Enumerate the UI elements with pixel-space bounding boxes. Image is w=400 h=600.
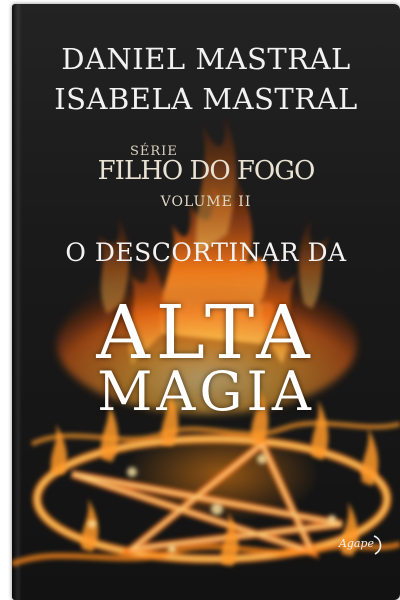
- publisher-swoosh-icon: [372, 534, 384, 556]
- book-cover: [12, 4, 400, 600]
- author-name-2: ISABELA MASTRAL: [54, 82, 358, 116]
- series-label: SÉRIE: [130, 144, 178, 159]
- author-name-1: DANIEL MASTRAL: [61, 42, 351, 76]
- series-name: FILHO DO FOGO: [97, 156, 315, 186]
- book-subtitle: O DESCORTINAR DA: [65, 238, 347, 267]
- publisher-logo-text: Agape: [338, 537, 374, 550]
- volume-label: VOLUME II: [160, 194, 252, 210]
- book-title-line-1: ALTA: [96, 290, 316, 376]
- book-title-line-2: MAGIA: [97, 360, 315, 423]
